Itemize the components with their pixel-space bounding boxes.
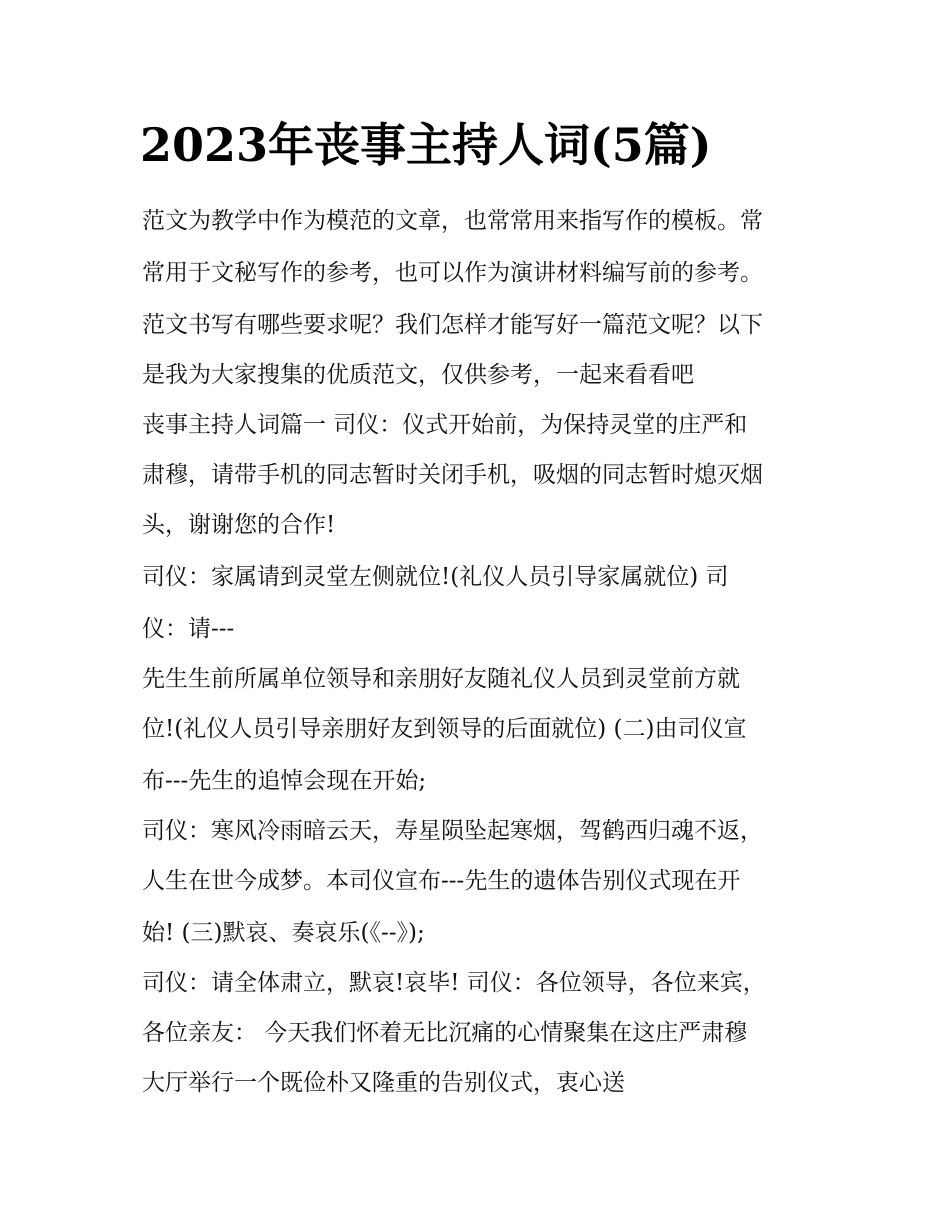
body-line: 范文书写有哪些要求呢？我们怎样才能写好一篇范文呢？以下 xyxy=(142,312,763,338)
body-line: 是我为大家搜集的优质范文，仅供参考，一起来看看吧 xyxy=(142,362,694,388)
body-line: 各位亲友： 今天我们怀着无比沉痛的心情聚集在这庄严肃穆 xyxy=(142,1020,748,1046)
body-line: 大厅举行一个既俭朴又隆重的告别仪式，衷心送 xyxy=(142,1070,625,1096)
body-line: 肃穆，请带手机的同志暂时关闭手机，吸烟的同志暂时熄灭烟 xyxy=(142,462,763,488)
document-title: 2023年丧事主持人词(5篇) xyxy=(140,118,712,172)
body-line: 先生生前所属单位领导和亲朋好友随礼仪人员到灵堂前方就 xyxy=(142,666,740,692)
body-line: 布---先生的追悼会现在开始; xyxy=(142,768,427,794)
body-line: 司仪：家属请到灵堂左侧就位!(礼仪人员引导家属就位) 司 xyxy=(142,564,729,590)
body-line: 常用于文秘写作的参考，也可以作为演讲材料编写前的参考。 xyxy=(142,260,763,286)
body-line: 仪：请--- xyxy=(142,616,235,642)
body-line: 始! (三)默哀、奏哀乐(《--》); xyxy=(142,920,425,946)
body-line: 司仪：寒风冷雨暗云天，寿星陨坠起寒烟，驾鹤西归魂不返， xyxy=(142,818,763,844)
body-line: 丧事主持人词篇一 司仪：仪式开始前，为保持灵堂的庄严和 xyxy=(142,412,748,438)
body-line: 人生在世今成梦。本司仪宣布---先生的遗体告别仪式现在开 xyxy=(142,868,741,894)
body-line: 司仪：请全体肃立，默哀!哀毕! 司仪：各位领导，各位来宾， xyxy=(142,970,766,996)
body-line: 位!(礼仪人员引导亲朋好友到领导的后面就位) (二)由司仪宣 xyxy=(142,716,747,742)
body-line: 头，谢谢您的合作! xyxy=(142,512,336,538)
body-line: 范文为教学中作为模范的文章，也常常用来指写作的模板。常 xyxy=(142,208,763,234)
